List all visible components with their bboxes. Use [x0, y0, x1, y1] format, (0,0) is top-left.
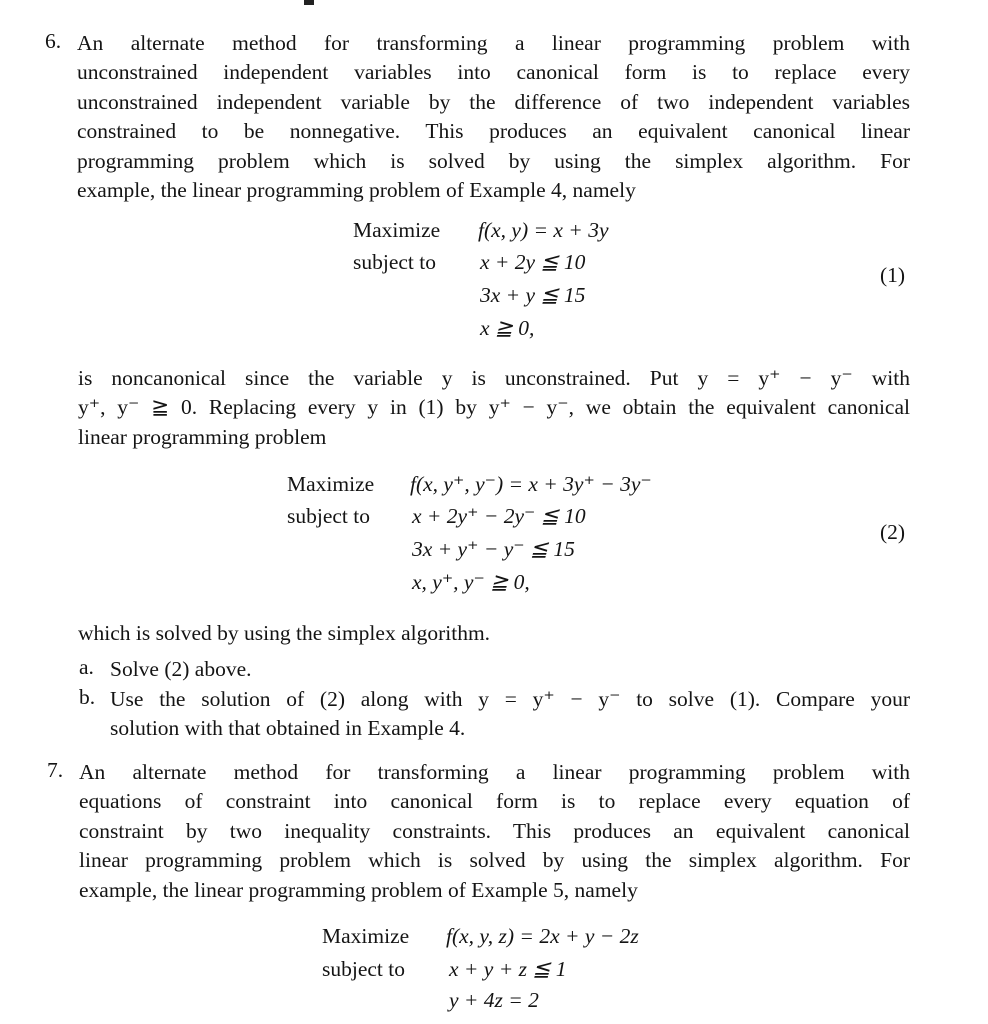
maximize-label: Maximize [322, 924, 410, 948]
text-line: example, the linear programming problem of Example 5, namely [79, 877, 638, 902]
text-line: linear programming problem which is solved by using the simplex algorithm. For [79, 848, 910, 873]
text-line: constraint by two inequality constraints. This produces an equivalent canonical [79, 818, 910, 843]
objective-function: f(x, y) = x + 3y [478, 218, 609, 242]
constraint: 3x + y ≦ 15 [480, 283, 586, 307]
constraint: 3x + y⁺ − y⁻ ≦ 15 [412, 537, 575, 561]
text-line: constrained to be nonnegative. This produces an equivalent canonical linear [77, 119, 910, 144]
part-a-label: a. [79, 655, 94, 679]
maximize-label: Maximize [287, 472, 375, 496]
problem-6-number: 6. [45, 29, 62, 53]
part-a-text [110, 655, 252, 684]
objective-function: f(x, y⁺, y⁻) = x + 3y⁺ − 3y⁻ [410, 472, 652, 496]
problem-7-number: 7. [47, 758, 64, 782]
text-line: Use the solution of (2) along with y = y⁺ − y⁻ to solve (1). Compare your [110, 687, 910, 711]
text-line: equations of constraint into canonical form is to replace every equation of [79, 789, 910, 814]
constraint: x + 2y ≦ 10 [480, 250, 586, 274]
part-b-label: b. [79, 685, 96, 709]
problem-6-after [78, 619, 490, 648]
text-line: An alternate method for transforming a linear programming problem with [77, 31, 910, 55]
text-line: is noncanonical since the variable y is unconstrained. Put y = y⁺ − y⁻ with [78, 366, 910, 390]
problem-6-intro [77, 29, 910, 205]
problem-6-middle [78, 364, 910, 452]
constraint: x, y⁺, y⁻ ≧ 0, [412, 570, 530, 594]
constraint: x + y + z ≦ 1 [449, 957, 567, 981]
problem-7-intro [79, 758, 910, 905]
equation-number: (2) [880, 520, 906, 544]
subject-to-label: subject to [353, 250, 436, 274]
text-line: unconstrained independent variable by the difference of two independent variables [77, 89, 910, 114]
top-edge-mark [304, 0, 314, 5]
constraint: x ≧ 0, [480, 316, 535, 340]
maximize-label: Maximize [353, 218, 441, 242]
text-line: linear programming problem [78, 424, 327, 449]
text-line: unconstrained independent variables into canonical form is to replace every [77, 60, 910, 85]
equation-number: (1) [880, 263, 906, 287]
subject-to-label: subject to [287, 504, 370, 528]
text-line: solution with that obtained in Example 4. [110, 716, 466, 741]
text-line: Solve (2) above. [110, 657, 252, 681]
constraint: x + 2y⁺ − 2y⁻ ≦ 10 [412, 504, 586, 528]
text-line: example, the linear programming problem of Example 4, namely [77, 178, 636, 203]
text-line: An alternate method for transforming a linear programming problem with [79, 760, 910, 784]
constraint: y + 4z = 2 [449, 988, 539, 1012]
text-line: which is solved by using the simplex algorithm. [78, 621, 491, 645]
objective-function: f(x, y, z) = 2x + y − 2z [446, 924, 639, 948]
part-b-text [110, 685, 910, 744]
text-line: programming problem which is solved by using the simplex algorithm. For [77, 148, 910, 173]
text-line: y⁺, y⁻ ≧ 0. Replacing every y in (1) by y⁺ − y⁻, we obtain the equivalent canonical [78, 395, 910, 420]
subject-to-label: subject to [322, 957, 405, 981]
